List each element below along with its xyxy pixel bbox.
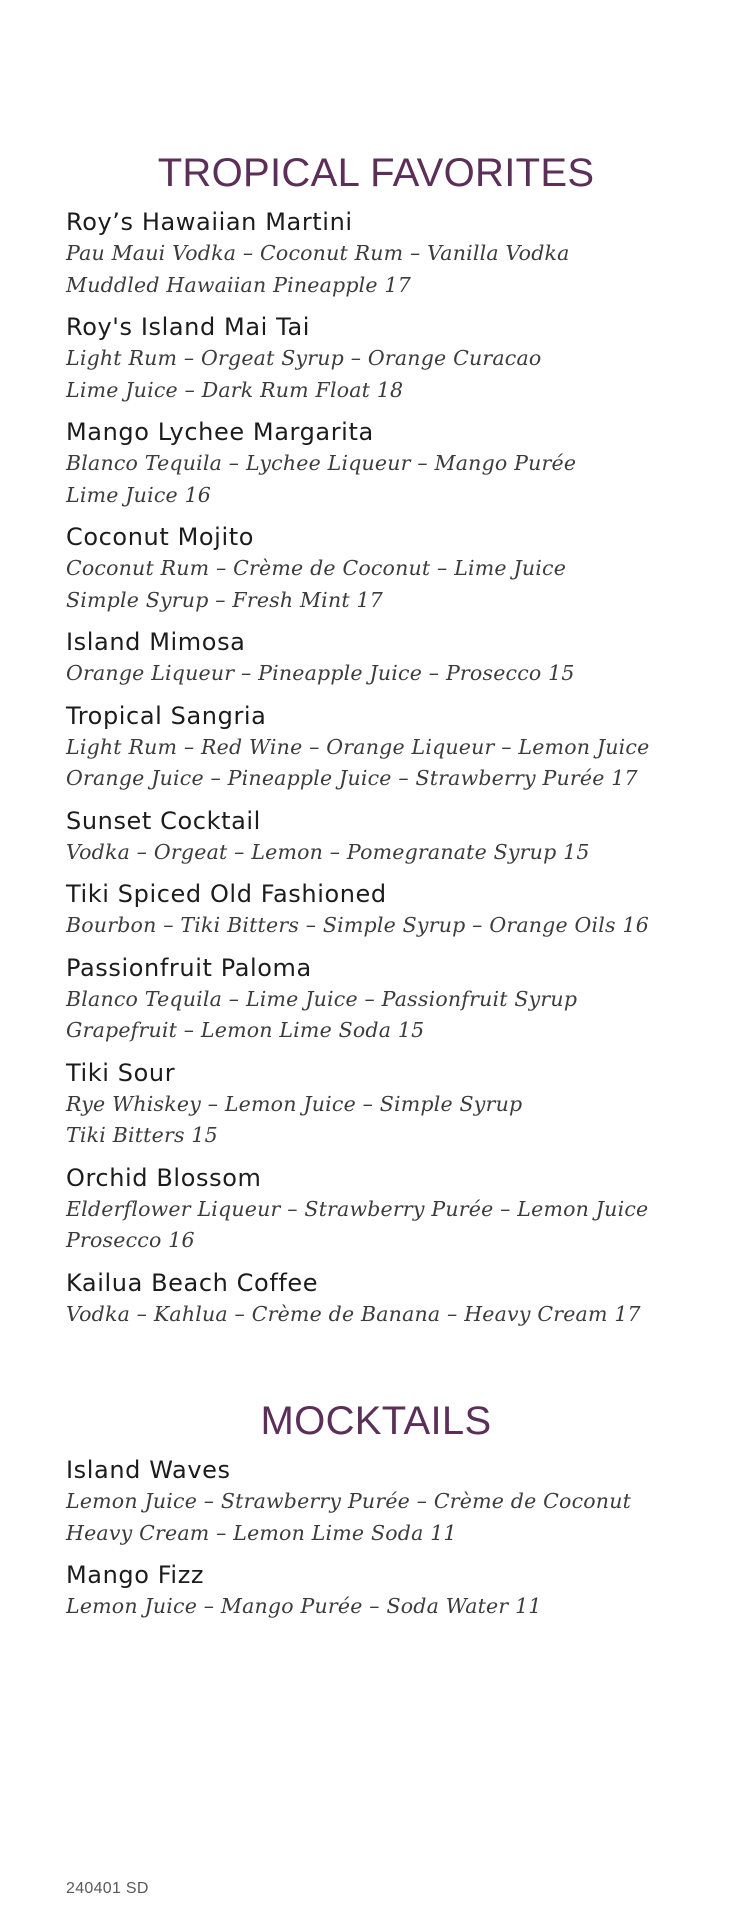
menu-item-description: Grapefruit – Lemon Lime Soda 15 xyxy=(66,1018,425,1042)
menu-item xyxy=(66,1454,686,1549)
menu-item-name: Roy’s Hawaiian Martini xyxy=(66,208,353,236)
tropical-favorites-section xyxy=(66,150,686,1340)
menu-item-description: Orange Juice – Pineapple Juice – Strawberry Purée 17 xyxy=(66,766,638,790)
menu-item-description: Light Rum – Red Wine – Orange Liqueur – Lemon Juice xyxy=(66,734,650,759)
menu-item-description: Orange Liqueur – Pineapple Juice – Prosecco 15 xyxy=(66,661,575,685)
menu-item-name: Tiki Spiced Old Fashioned xyxy=(66,880,387,908)
menu-item xyxy=(66,952,686,1047)
menu-item-name: Mango Fizz xyxy=(66,1561,205,1589)
menu-item xyxy=(66,1267,686,1331)
menu-item xyxy=(66,1559,686,1623)
menu-item-description: Blanco Tequila – Lychee Liqueur – Mango Purée xyxy=(66,451,577,475)
menu-item-description: Vodka – Kahlua – Crème de Banana – Heavy Cream 17 xyxy=(66,1301,641,1326)
menu-code: 240401 SD xyxy=(66,1880,149,1897)
menu-item-description: Coconut Rum – Crème de Coconut – Lime Juice xyxy=(66,556,567,580)
menu-item-description: Muddled Hawaiian Pineapple 17 xyxy=(66,272,411,297)
menu-item-description: Vodka – Orgeat – Lemon – Pomegranate Syrup 15 xyxy=(66,839,590,864)
mocktails-section xyxy=(66,1398,686,1633)
menu-item xyxy=(66,1162,686,1257)
section-title-tropical: TROPICAL FAVORITES xyxy=(157,151,595,195)
section-title-mocktails: MOCKTAILS xyxy=(260,1399,492,1443)
menu-item xyxy=(66,626,686,690)
menu-item-description: Blanco Tequila – Lime Juice – Passionfruit Syrup xyxy=(66,986,578,1011)
tropical-item-list xyxy=(66,206,686,1330)
menu-item-name: Roy's Island Mai Tai xyxy=(66,313,311,341)
menu-item-name: Island Waves xyxy=(66,1456,231,1484)
menu-item-description: Elderflower Liqueur – Strawberry Purée – Lemon Juice xyxy=(66,1196,649,1221)
menu-item xyxy=(66,805,686,869)
menu-item xyxy=(66,311,686,406)
menu-item-description: Bourbon – Tiki Bitters – Simple Syrup – Orange Oils 16 xyxy=(66,913,649,937)
menu-item xyxy=(66,206,686,301)
menu-item-name: Tiki Sour xyxy=(66,1058,176,1087)
menu-item-name: Island Mimosa xyxy=(66,628,246,656)
menu-item-name: Passionfruit Paloma xyxy=(66,953,312,982)
menu-item-name: Mango Lychee Margarita xyxy=(66,418,374,446)
menu-item xyxy=(66,700,686,795)
menu-item-description: Light Rum – Orgeat Syrup – Orange Curacao xyxy=(66,346,542,370)
mocktail-item-list xyxy=(66,1454,686,1623)
menu-item-name: Kailua Beach Coffee xyxy=(66,1268,319,1297)
menu-item-name: Coconut Mojito xyxy=(66,523,255,551)
menu-item-name: Tropical Sangria xyxy=(66,701,267,730)
menu-item-description: Simple Syrup – Fresh Mint 17 xyxy=(66,587,383,612)
menu-item-description: Prosecco 16 xyxy=(66,1228,195,1252)
menu-item-description: Lime Juice – Dark Rum Float 18 xyxy=(66,377,404,402)
menu-item-description: Lemon Juice – Strawberry Purée – Crème de Coconut xyxy=(66,1489,632,1513)
menu-item-name: Orchid Blossom xyxy=(66,1163,262,1192)
menu-item xyxy=(66,1057,686,1152)
menu-item-description: Lemon Juice – Mango Purée – Soda Water 11 xyxy=(66,1594,542,1618)
menu-item-description: Rye Whiskey – Lemon Juice – Simple Syrup xyxy=(66,1091,523,1116)
menu-item xyxy=(66,416,686,511)
menu-item-name: Sunset Cocktail xyxy=(66,806,261,835)
menu-item-description: Pau Maui Vodka – Coconut Rum – Vanilla Vodka xyxy=(66,241,570,265)
menu-item-description: Heavy Cream – Lemon Lime Soda 11 xyxy=(66,1520,457,1545)
menu-item-description: Lime Juice 16 xyxy=(66,482,212,507)
menu-item-description: Tiki Bitters 15 xyxy=(66,1123,218,1147)
menu-item xyxy=(66,878,686,942)
menu-item xyxy=(66,521,686,616)
